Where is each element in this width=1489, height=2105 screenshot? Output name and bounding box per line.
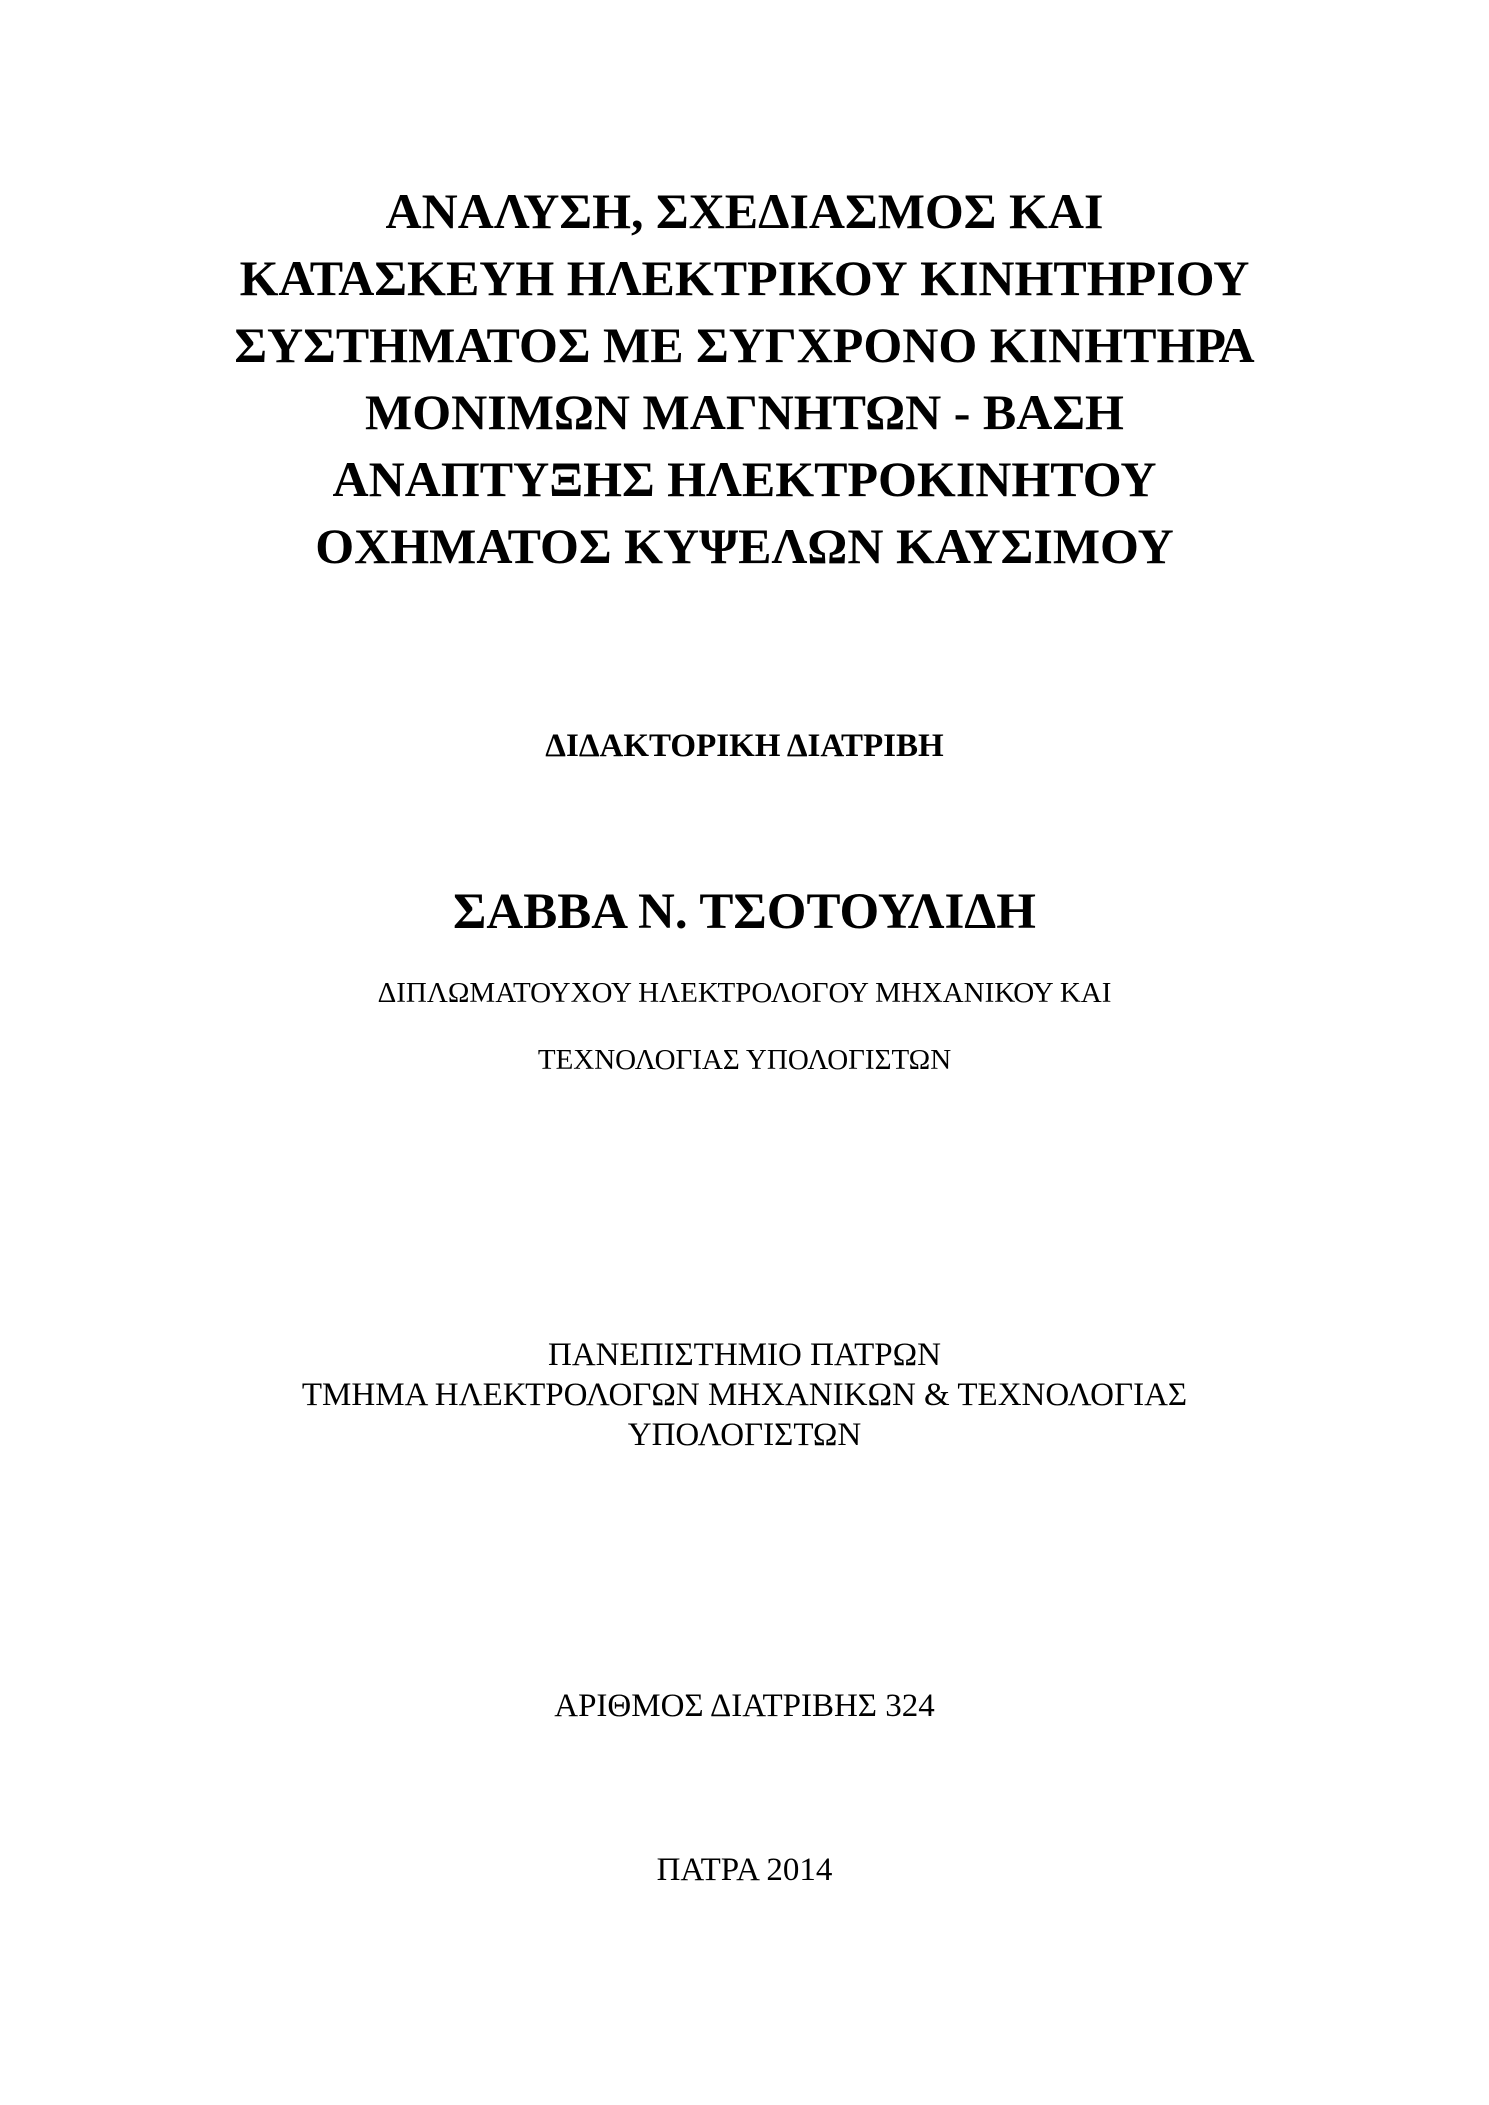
place-year: ΠΑΤΡΑ 2014 bbox=[656, 1852, 833, 1888]
document-type: ΔΙΔΑΚΤΟΡΙΚΗ ΔΙΑΤΡΙΒΗ bbox=[545, 728, 944, 764]
institution bbox=[0, 1335, 1489, 1455]
author-name: ΣΑΒΒΑ Ν. ΤΣΟΤΟΥΛΙΔΗ bbox=[453, 884, 1036, 940]
title-line: ΚΑΤΑΣΚΕΥΗ ΗΛΕΚΤΡΙΚΟΥ ΚΙΝΗΤΗΡΙΟΥ bbox=[239, 250, 1250, 306]
title-line: ΟΧΗΜΑΤΟΣ ΚΥΨΕΛΩΝ ΚΑΥΣΙΜΟΥ bbox=[315, 518, 1174, 574]
institution-line: ΠΑΝΕΠΙΣΤΗΜΙΟ ΠΑΤΡΩΝ bbox=[548, 1337, 941, 1373]
thesis-title bbox=[0, 178, 1489, 580]
thesis-number: ΑΡΙΘΜΟΣ ΔΙΑΤΡΙΒΗΣ 324 bbox=[554, 1688, 935, 1724]
institution-line: ΥΠΟΛΟΓΙΣΤΩΝ bbox=[627, 1417, 862, 1453]
author-qualification-line: ΔΙΠΛΩΜΑΤΟΥΧΟΥ ΗΛΕΚΤΡΟΛΟΓΟΥ ΜΗΧΑΝΙΚΟΥ ΚΑΙ bbox=[377, 977, 1112, 1009]
title-line: ΜΟΝΙΜΩΝ ΜΑΓΝΗΤΩΝ - ΒΑΣΗ bbox=[365, 384, 1124, 440]
author-qualification-line: ΤΕΧΝΟΛΟΓΙΑΣ ΥΠΟΛΟΓΙΣΤΩΝ bbox=[537, 1044, 952, 1076]
title-line: ΑΝΑΠΤΥΞΗΣ ΗΛΕΚΤΡΟΚΙΝΗΤΟΥ bbox=[332, 451, 1157, 507]
institution-line: ΤΜΗΜΑ ΗΛΕΚΤΡΟΛΟΓΩΝ ΜΗΧΑΝΙΚΩΝ & ΤΕΧΝΟΛΟΓΙΑΣ bbox=[301, 1377, 1188, 1413]
title-line: ΣΥΣΤΗΜΑΤΟΣ ΜΕ ΣΥΓΧΡΟΝΟ ΚΙΝΗΤΗΡΑ bbox=[234, 317, 1255, 373]
title-line: ΑΝΑΛΥΣΗ, ΣΧΕΔΙΑΣΜΟΣ ΚΑΙ bbox=[385, 183, 1104, 239]
